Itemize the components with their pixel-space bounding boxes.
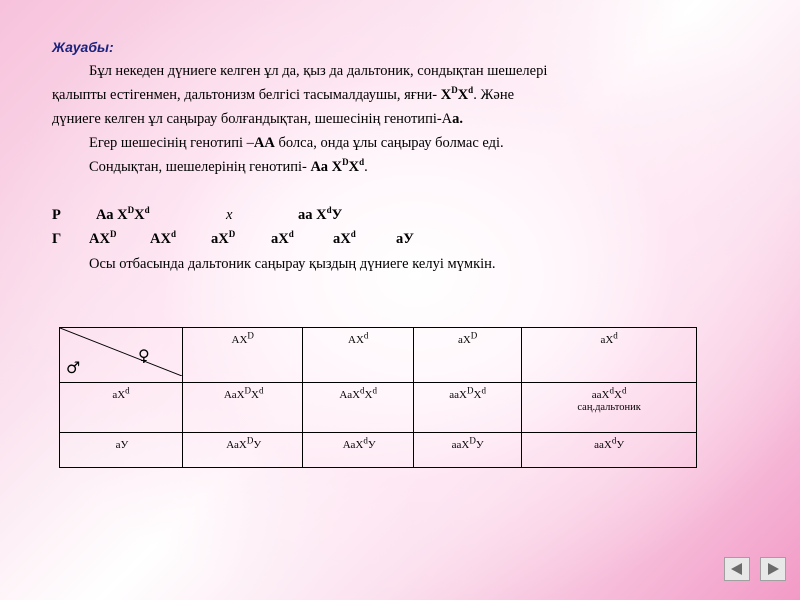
offspring-cell: $АаX^DX^d$: [183, 383, 303, 433]
offspring-cell: ааX$^D$У: [413, 433, 521, 468]
punnett-corner: [60, 328, 183, 383]
offspring-cell: ааX$^d$У: [522, 433, 697, 468]
answer-title: Жауабы:: [52, 39, 114, 55]
nav-back-button[interactable]: [724, 557, 750, 581]
parents-label: Р: [52, 207, 61, 223]
para1-line2: қалыпты естігенмен, дальтонизм белгісі тасымалдаушы, яғни- $X^DX^d$. Және: [52, 85, 515, 103]
nav-forward-icon: [761, 558, 785, 580]
gamete-4: $аX^d$: [271, 229, 294, 247]
gamete-6: аУ: [396, 231, 414, 247]
header-cell: $АX^D$: [183, 328, 303, 383]
offspring-cell: АаX$^D$У: [183, 433, 303, 468]
offspring-cell: АаX$^d$У: [303, 433, 414, 468]
punnett-square: [59, 327, 697, 468]
parents-line: [52, 205, 343, 224]
row-gamete: $аX^d$: [60, 383, 183, 433]
female-symbol: ♀: [138, 346, 150, 365]
phenotype-note: саң.дальтоник: [577, 402, 641, 413]
gamete-1: $АX^D$: [89, 229, 117, 247]
table-row: [60, 383, 697, 433]
header-cell: $АX^d$: [303, 328, 414, 383]
para3: Сондықтан, шешелерінің генотипі- Аа $X^DX^d$.: [89, 157, 368, 175]
offspring-cell: $ааX^dX^d$ саң.дальтоник: [522, 383, 697, 433]
nav-back-icon: [725, 558, 749, 580]
header-cell: $аX^D$: [413, 328, 521, 383]
para2: Егер шешесінің генотипі –АА болса, онда ұлы саңырау болмас еді.: [89, 135, 504, 151]
para1-line3: дүниеге келген ұл саңырау болғандықтан, шешесінің генотипі-Аа.: [52, 111, 464, 127]
para1-line1: Бұл некеден дүниеге келген ұл да, қыз да дальтоник, сондықтан шешелері: [89, 63, 548, 79]
table-row: [60, 433, 697, 468]
header-cell: $аX^d$: [522, 328, 697, 383]
gametes-label: Г: [52, 231, 62, 247]
cross-symbol: х: [226, 207, 233, 223]
male-symbol: ♂: [66, 358, 81, 377]
father-genotype: аа $X^dУ$: [298, 205, 343, 223]
row-gamete: аУ: [60, 433, 183, 468]
offspring-cell: $АаX^dX^d$: [303, 383, 414, 433]
gamete-3: $аX^D$: [211, 229, 236, 247]
gametes-line: [52, 229, 414, 248]
mother-genotype: Аа $X^DX^d$: [96, 205, 150, 223]
conclusion: Осы отбасында дальтоник саңырау қыздың дүниеге келуі мүмкін.: [89, 256, 496, 272]
offspring-cell: $ааX^DX^d$: [413, 383, 521, 433]
nav-forward-button[interactable]: [760, 557, 786, 581]
carrier-genotype: $X^DX^d$: [440, 85, 474, 103]
gamete-2: $АX^d$: [150, 229, 176, 247]
gamete-5: $аX^d$: [333, 229, 356, 247]
